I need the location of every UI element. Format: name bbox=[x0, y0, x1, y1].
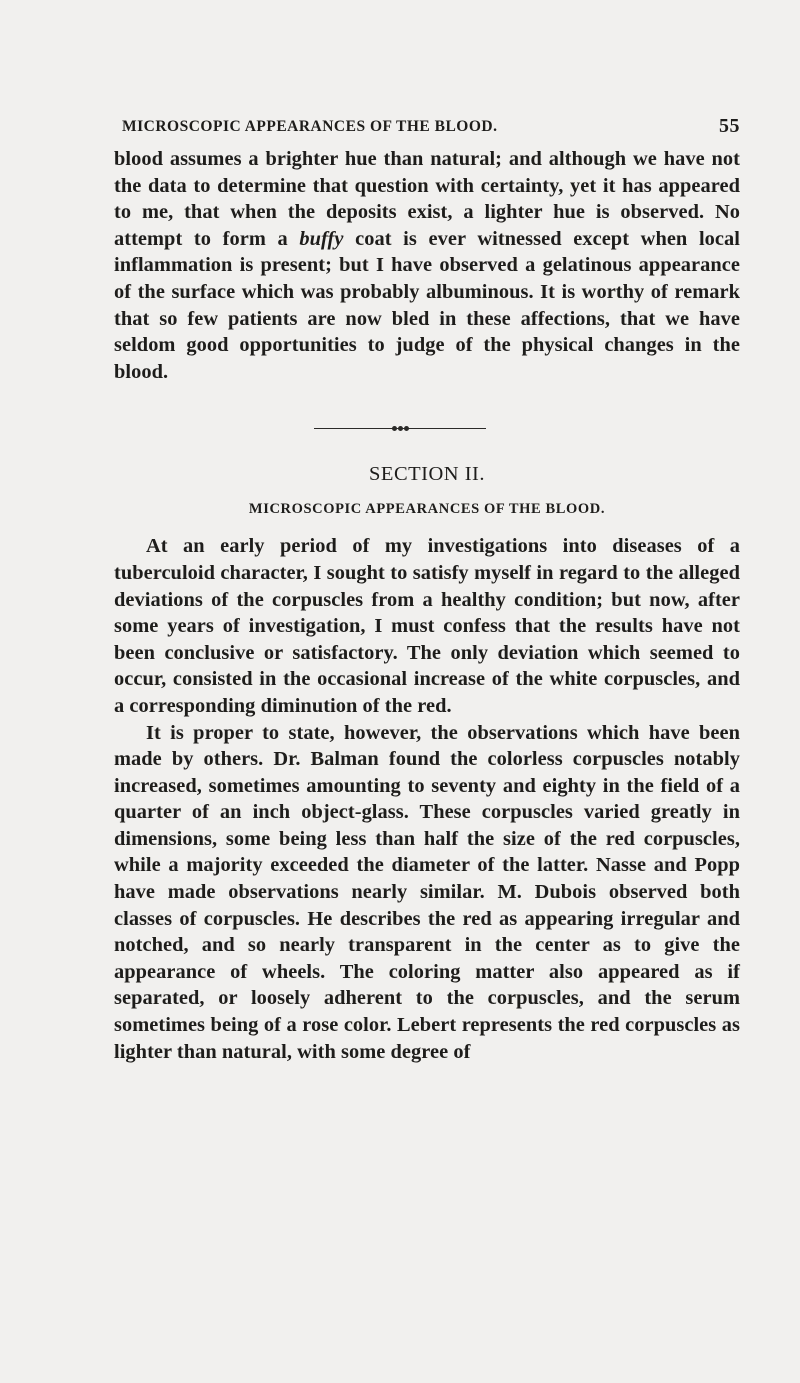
divider-ornament-icon bbox=[392, 425, 412, 433]
section-heading: SECTION II. bbox=[369, 463, 485, 486]
body-paragraph: At an early period of my investigations into diseases of a tuberculoid character, I sought to satisfy myself in regard to the alleged deviations of the corpuscles from a healthy condition; but now, after some years of investigation, I must confess that the results have not been conclusive or satisfactory. The only deviation which seemed to occur, consisted in the occasional increase of the white corpuscles, and a corresponding diminution of the red. bbox=[114, 535, 740, 717]
section-subheading: MICROSCOPIC APPEARANCES OF THE BLOOD. bbox=[248, 501, 606, 518]
body-paragraph: It is proper to state, however, the observations which have been made by others. Dr. Balman found the colorless corpuscles notably increased, sometimes amounting to seventy and eighty in the field of a quarter of an inch object-glass. These corpuscles varied greatly in dimensions, some being less than half the size of the red corpuscles, while a majority exceeded the diameter of the latter. Nasse and Popp have made observations nearly similar. M. Dubois observed both classes of corpuscles. He describes the red as appearing irregular and notched, and so nearly transparent in the center as to give the appearance of wheels. The coloring matter also appeared as if separated, or loosely adherent to the corpuscles, and the serum sometimes being of a rose color. Lebert represents the red corpuscles as lighter than natural, with some degree of bbox=[114, 721, 740, 1063]
section-body bbox=[114, 533, 740, 1065]
page-number: 55 bbox=[719, 115, 740, 137]
running-head bbox=[114, 116, 740, 146]
intro-paragraph bbox=[114, 146, 740, 385]
book-page bbox=[114, 116, 740, 1065]
intro-text-part-2: coat is ever witnessed except when local inflammation is present; but I have observed a gelatinous appearance of the surface which was probably albuminous. It is worthy of remark that so few patients are now bled in these affections, that we have seldom good opportunities to judge of the physical changes in the blood. bbox=[114, 227, 740, 383]
intro-text-part-1: blood assumes a brighter hue than natural; and although we have not the data to determine that question with certainty, yet it has appeared to me, that when the deposits exist, a lighter hue is observed. No attempt to form a bbox=[114, 148, 740, 250]
running-title: MICROSCOPIC APPEARANCES OF THE BLOOD. bbox=[122, 118, 498, 135]
italic-word-buffy: buffy bbox=[299, 227, 344, 250]
section-divider bbox=[114, 385, 740, 457]
